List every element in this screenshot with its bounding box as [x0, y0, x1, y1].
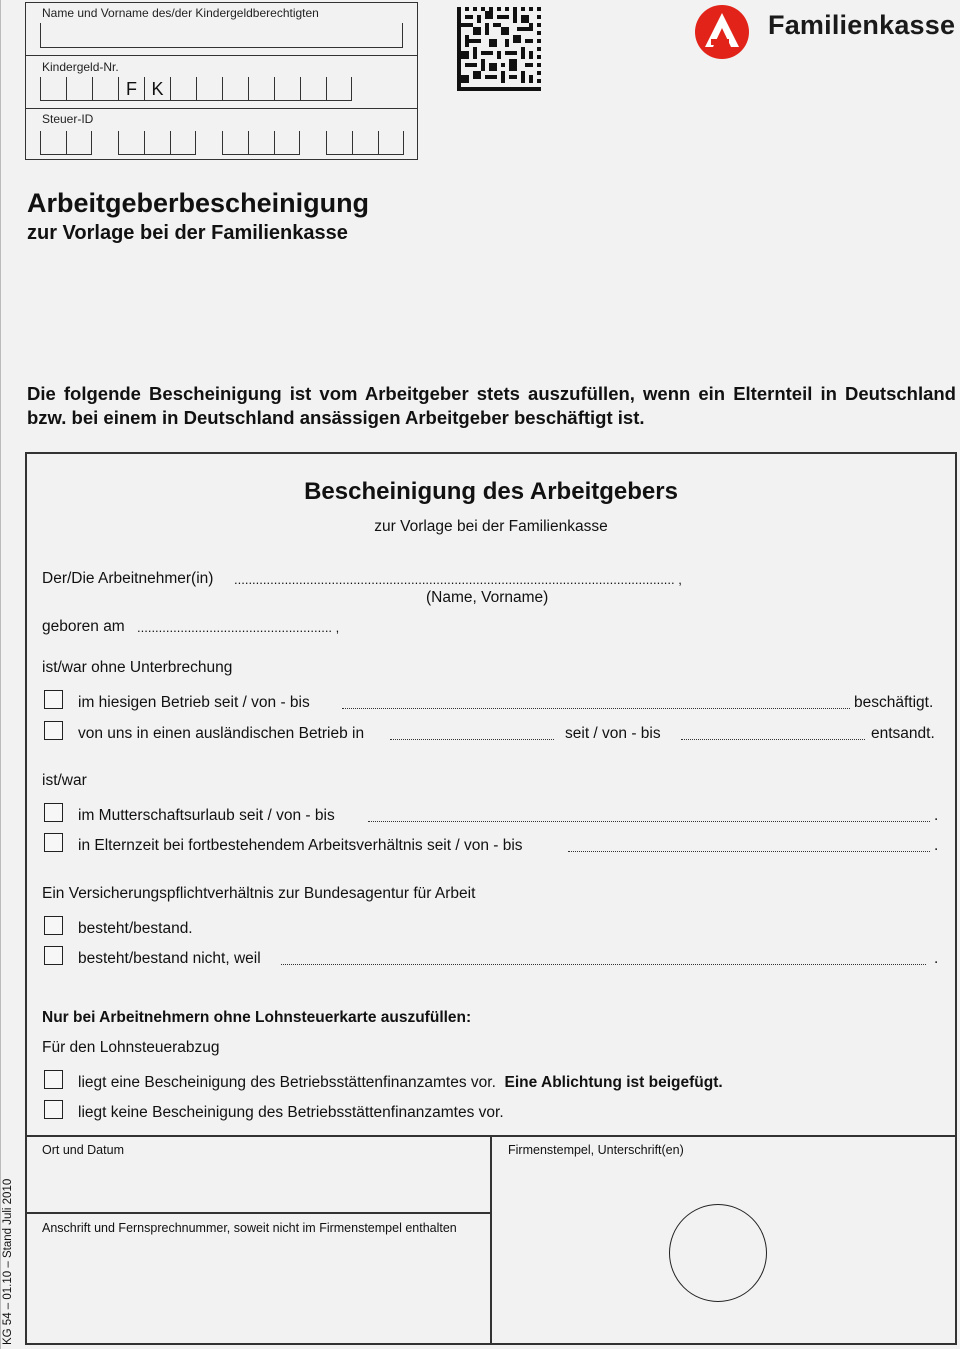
- local-period-field[interactable]: [342, 708, 850, 709]
- brand-name: Familienkasse: [768, 10, 956, 40]
- stamp-circle[interactable]: [669, 1204, 767, 1302]
- digit-cell: [300, 77, 326, 101]
- period-mark: .: [934, 950, 939, 967]
- stamp-signature-label: Firmenstempel, Unterschrift(en): [508, 1143, 684, 1157]
- digit-cell: [144, 131, 170, 155]
- section-tax-card: Nur bei Arbeitnehmern ohne Lohnsteuerkarte auszufüllen:: [42, 1009, 472, 1026]
- datamatrix-code-icon: [457, 7, 541, 91]
- section-is-was: ist/war: [42, 772, 87, 789]
- digit-cell: [118, 131, 144, 155]
- digit-cell: [222, 131, 248, 155]
- digit-cell: [170, 131, 196, 155]
- steuer-label: Steuer-ID: [42, 112, 94, 126]
- digit-cell: [66, 77, 92, 101]
- name-row: [26, 3, 417, 56]
- birth-date-field[interactable]: ...................................................... ,: [137, 620, 340, 635]
- option-insurance-not-exists: besteht/bestand nicht, weil: [78, 950, 261, 967]
- digit-cell: [326, 77, 352, 101]
- option-insurance-exists: besteht/bestand.: [78, 920, 193, 937]
- foreign-period-label: seit / von - bis: [565, 725, 661, 742]
- digit-cell: [274, 77, 300, 101]
- foreign-period-field[interactable]: [681, 739, 865, 740]
- divider: [490, 1135, 492, 1345]
- place-date-field[interactable]: [27, 1160, 489, 1210]
- digit-cell: [248, 131, 274, 155]
- maternity-period-field[interactable]: [368, 821, 930, 822]
- name-field[interactable]: [40, 23, 403, 48]
- section-uninterrupted: ist/war ohne Unterbrechung: [42, 659, 233, 676]
- kindergeld-label: Kindergeld-Nr.: [42, 60, 119, 74]
- digit-cell-prefix: F: [118, 77, 144, 101]
- checkbox-local-employment[interactable]: [44, 690, 63, 709]
- digit-cell: [170, 77, 196, 101]
- digit-cell: [326, 131, 352, 155]
- digit-cell: [378, 131, 404, 155]
- kindergeld-field[interactable]: [40, 77, 352, 101]
- digit-cell: [222, 77, 248, 101]
- digit-cell-prefix: K: [144, 77, 170, 101]
- form-version-text: KG 54 – 01.10 – Stand Juli 2010: [2, 1178, 14, 1345]
- digit-cell: [40, 77, 66, 101]
- reason-field[interactable]: [281, 964, 926, 965]
- option-foreign-assignment: von uns in einen ausländischen Betrieb in: [78, 725, 365, 742]
- option-tax-certificate-present: [78, 1074, 723, 1092]
- form-title: Bescheinigung des Arbeitgebers: [304, 478, 678, 505]
- option-no-tax-certificate: liegt keine Bescheinigung des Betriebsstättenfinanzamtes vor.: [78, 1104, 504, 1121]
- name-label: Name und Vorname des/der Kindergeldberechtigten: [42, 6, 319, 20]
- intro-text: Die folgende Bescheinigung ist vom Arbeitgeber stets auszufüllen, wenn ein Elternteil in Deutschland bzw. bei einem in Deutschland ansässigen Arbeitgeber beschäftigt ist.: [27, 383, 956, 428]
- digit-cell: [92, 77, 118, 101]
- section-tax-deduction: Für den Lohnsteuerabzug: [42, 1039, 220, 1056]
- foreign-location-field[interactable]: [390, 739, 554, 740]
- born-label: geboren am: [42, 618, 125, 635]
- digit-cell: [66, 131, 92, 155]
- digit-cell: [352, 131, 378, 155]
- digit-cell: [196, 77, 222, 101]
- checkbox-insurance-exists[interactable]: [44, 916, 63, 935]
- checkbox-insurance-not-exists[interactable]: [44, 946, 63, 965]
- familienkasse-logo-icon: [693, 3, 751, 61]
- digit-cell: [248, 77, 274, 101]
- page-title: Arbeitgeberbescheinigung: [27, 188, 370, 218]
- assigned-suffix: entsandt.: [871, 725, 935, 742]
- checkbox-tax-certificate-present[interactable]: [44, 1070, 63, 1089]
- employee-label: Der/Die Arbeitnehmer(in): [42, 570, 214, 587]
- copy-attached-note: Eine Ablichtung ist beigefügt.: [504, 1074, 723, 1091]
- employee-name-field[interactable]: .......................................................................................................................... ,: [234, 572, 682, 587]
- parental-period-field[interactable]: [568, 851, 930, 852]
- employed-suffix: beschäftigt.: [854, 694, 934, 711]
- digit-cell: [40, 131, 66, 155]
- checkbox-no-tax-certificate[interactable]: [44, 1100, 63, 1119]
- checkbox-foreign-assignment[interactable]: [44, 721, 63, 740]
- form-version-note: [0, 1160, 16, 1345]
- option-maternity-leave: im Mutterschaftsurlaub seit / von - bis: [78, 807, 335, 824]
- digit-cell: [274, 131, 300, 155]
- option-local-employment: im hiesigen Betrieb seit / von - bis: [78, 694, 310, 711]
- option-parental-leave: in Elternzeit bei fortbestehendem Arbeitsverhältnis seit / von - bis: [78, 837, 523, 854]
- form-subtitle: zur Vorlage bei der Familienkasse: [374, 518, 608, 535]
- page-subtitle: zur Vorlage bei der Familienkasse: [27, 222, 348, 244]
- period-mark: .: [934, 807, 939, 824]
- address-field[interactable]: [27, 1240, 489, 1340]
- option-tax-certificate-text: liegt eine Bescheinigung des Betriebsstättenfinanzamtes vor.: [78, 1074, 496, 1091]
- page-edge: [0, 0, 1, 1349]
- checkbox-parental-leave[interactable]: [44, 833, 63, 852]
- steuer-id-field[interactable]: [40, 131, 404, 155]
- place-date-label: Ort und Datum: [42, 1143, 124, 1157]
- checkbox-maternity-leave[interactable]: [44, 803, 63, 822]
- name-hint: (Name, Vorname): [426, 589, 549, 606]
- section-insurance: Ein Versicherungspflichtverhältnis zur Bundesagentur für Arbeit: [42, 885, 476, 902]
- period-mark: .: [934, 837, 939, 854]
- divider: [25, 1212, 491, 1214]
- address-label: Anschrift und Fernsprechnummer, soweit nicht im Firmenstempel enthalten: [42, 1221, 457, 1235]
